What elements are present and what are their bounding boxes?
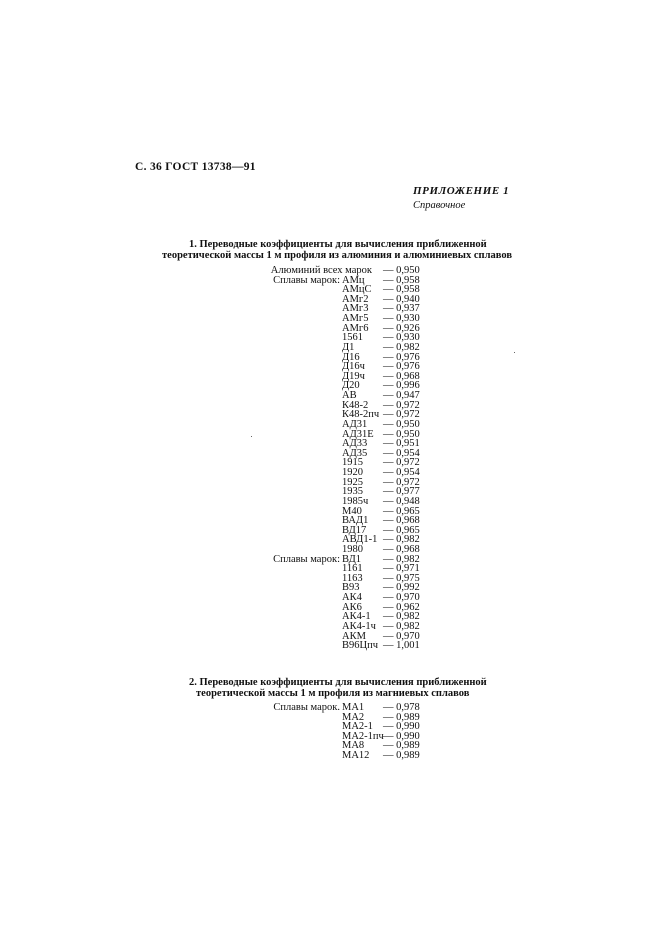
coefficient-value: — 0,990 (383, 721, 420, 733)
coefficient-value: — 0,965 (383, 505, 420, 517)
section2-title-line2: теоретической массы 1 м профиля из магниевых сплавов (196, 688, 470, 699)
coefficient-value: — 0,972 (383, 457, 420, 469)
alloy-grade: АМг2 (342, 293, 369, 305)
coefficient-value: — 0,970 (383, 592, 420, 604)
alloy-grade: АК4-1ч (342, 620, 376, 632)
coefficient-value: — 0,971 (383, 563, 420, 575)
coefficient-value: — 0,930 (383, 332, 420, 344)
alloy-grade: ВД1 (342, 553, 362, 565)
coefficient-value: — 0,968 (383, 543, 420, 555)
alloy-grade: АК4-1 (342, 611, 371, 623)
alloy-grade: АД31Е (342, 428, 374, 440)
coefficient-value: — 0,975 (383, 572, 420, 584)
coefficient-value: — 0,970 (383, 630, 420, 642)
alloy-grade: Д1 (342, 341, 355, 353)
coefficient-value: — 0,972 (383, 399, 420, 411)
alloy-grade: 1920 (342, 467, 363, 479)
alloy-grade: 1985ч (342, 495, 369, 507)
alloy-grade: АК4 (342, 592, 362, 604)
alloy-grade: АД33 (342, 438, 368, 450)
page-header: С. 36 ГОСТ 13738—91 (135, 161, 256, 173)
coefficient-value: — 0,930 (383, 313, 420, 325)
alloy-grade: АВ (342, 390, 357, 402)
alloy-grade: АД31 (342, 418, 368, 430)
coefficient-value: — 0,954 (383, 467, 420, 479)
coefficient-value: — 0,982 (383, 534, 420, 546)
coefficient-value: — 0,968 (383, 515, 420, 527)
scan-speck (251, 436, 252, 437)
alloy-grade: АВД1-1 (342, 534, 378, 546)
row-label: Сплавы марок: (273, 553, 340, 565)
alloy-grade: АМг3 (342, 303, 369, 315)
coefficient-value: — 0,978 (383, 702, 420, 713)
coefficient-value: — 0,989 (383, 740, 420, 752)
row-label: Алюминий всех марок (270, 265, 372, 276)
coefficient-value: — 0,947 (383, 390, 420, 402)
coefficient-value: — 0,948 (383, 495, 420, 507)
alloy-grade: М40 (342, 505, 362, 517)
coefficient-value: — 0,965 (383, 524, 420, 536)
alloy-grade: В93 (342, 582, 360, 594)
coefficient-value: — 0,968 (383, 370, 420, 382)
scan-speck (514, 352, 515, 353)
alloy-grade: ВАД1 (342, 515, 369, 527)
row-label: Сплавы марок. (273, 702, 340, 713)
alloy-grade: К48-2пч (342, 409, 380, 421)
table-row (0, 751, 661, 762)
coefficient-value: — 0,950 (383, 418, 420, 430)
alloy-grade: 1925 (342, 476, 363, 488)
coefficient-value: — 0,937 (383, 303, 420, 315)
alloy-grade: К48-2 (342, 399, 369, 411)
alloy-grade: 1561 (342, 332, 363, 344)
coefficient-value: — 0,940 (383, 293, 420, 305)
coefficient-value: — 0,958 (383, 274, 420, 286)
appendix-subtitle: Справочное (413, 200, 466, 211)
coefficient-value: — 0,962 (383, 601, 420, 613)
alloy-grade: ВД17 (342, 524, 367, 536)
coefficient-value: — 0,977 (383, 486, 420, 498)
alloy-grade: 1163 (342, 572, 363, 584)
coefficient-value: — 0,982 (383, 553, 420, 565)
coefficient-value: — 0,992 (383, 582, 420, 594)
section1-title-line1: 1. Переводные коэффициенты для вычисления приближенной (189, 239, 487, 250)
coefficient-value: — 0,989 (383, 750, 420, 761)
alloy-grade: 1915 (342, 457, 363, 469)
coefficient-value: — 0,950 (383, 265, 420, 276)
alloy-grade: АМг5 (342, 313, 369, 325)
coefficient-value: — 0,954 (383, 447, 420, 459)
section1-title-line2: теоретической массы 1 м профиля из алюминия и алюминиевых сплавов (162, 250, 512, 261)
appendix-title: ПРИЛОЖЕНИЕ 1 (413, 185, 510, 197)
alloy-grade: МА12 (342, 750, 370, 761)
alloy-grade: МА2-1 (342, 721, 373, 733)
alloy-grade: Д16 (342, 351, 360, 363)
coefficient-value: — 0,926 (383, 322, 420, 334)
alloy-grade: АД35 (342, 447, 368, 459)
coefficient-value: — 0,989 (383, 711, 420, 723)
section2-title-line1: 2. Переводные коэффициенты для вычисления приближенной (189, 677, 487, 688)
alloy-grade: 1161 (342, 563, 363, 575)
coefficient-value: — 0,958 (383, 284, 420, 296)
alloy-grade: МА2 (342, 711, 365, 723)
coefficient-value: — 0,950 (383, 428, 420, 440)
alloy-grade: В96Цпч (342, 640, 378, 652)
coefficient-value: — 0,976 (383, 351, 420, 363)
alloy-grade: АКМ (342, 630, 366, 642)
coefficient-value: — 0,982 (383, 341, 420, 353)
alloy-grade: АМцС (342, 284, 372, 296)
coefficient-value: — 0,976 (383, 361, 420, 373)
coefficient-value: — 0,982 (383, 620, 420, 632)
alloy-grade: АМц (342, 274, 365, 286)
alloy-grade: 1935 (342, 486, 363, 498)
coefficient-value: — 0,972 (383, 409, 420, 421)
coefficient-value: — 1,001 (383, 640, 420, 652)
coefficient-value: — 0,996 (383, 380, 420, 392)
alloy-grade: АК6 (342, 601, 362, 613)
table-row (0, 641, 661, 652)
alloy-grade: МА1 (342, 702, 365, 713)
coefficient-value: — 0,990 (383, 730, 420, 742)
alloy-grade: МА2-1пч (342, 730, 384, 742)
coefficient-value: — 0,951 (383, 438, 420, 450)
alloy-grade: Д19ч (342, 370, 365, 382)
coefficient-value: — 0,972 (383, 476, 420, 488)
alloy-grade: Д20 (342, 380, 360, 392)
alloy-grade: Д16ч (342, 361, 365, 373)
alloy-grade: 1980 (342, 543, 363, 555)
alloy-grade: АМг6 (342, 322, 369, 334)
alloy-grade: МА8 (342, 740, 365, 752)
coefficient-value: — 0,982 (383, 611, 420, 623)
row-label: Сплавы марок: (273, 274, 340, 286)
